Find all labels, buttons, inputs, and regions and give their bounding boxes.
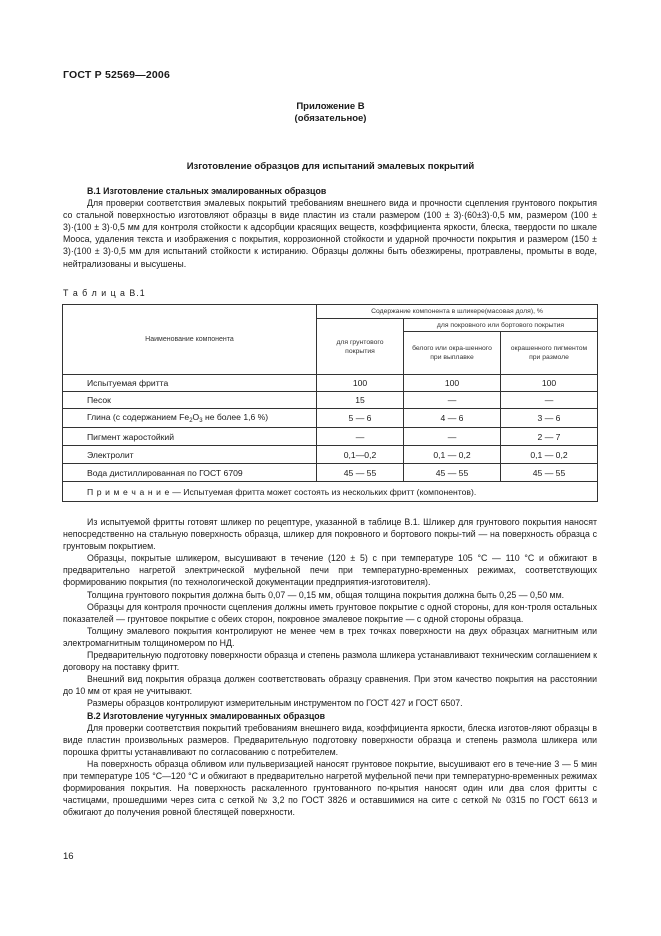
table-row [63,428,598,446]
section-b1-text: Для проверки соответствия эмалевых покрытий требованиям внешнего вида и прочности сцепления грунтового покрытия со стальной поверхностью изготовляют образцы в виде пластин из стали размером (100 ± 3)·(60±3)·0,5 мм, размером (100 ± 3)·(100 ± 3)·0,5 мм для контроля стойкости к адсорбции красящих веществ, коэффициента яркости, блеска, твердости по шкале Мооса, удаления текста и изображения с покрытия, коррозионной стойкости и ударной прочности покрытия и размером (150 ± 3)·(100 ± 3)·0,5 мм для испытаний стойкости к истиранию. Образцы должны быть обезжирены, протравлены, промыты в воде, нейтрализованы и высушены. [63,198,597,269]
paragraph-text: Толщина грунтового покрытия должна быть 0,07 — 0,15 мм, общая толщина покрытия должна быть 0,25 — 0,50 мм. [87,589,565,600]
paragraph-text: На поверхность образца обливом или пульверизацией наносят грунтовое покрытие, высушивают его в тече-ние 3 — 5 мин при температуре 105 °С—120 °С и обжигают в предварительно нагретой муфельной печи при температурно-временных режимах формирования покрытия. На поверхность раскаленного грунтованного по-крытия наносят один или два слоя фритты с частицами, прошедшими через сита с сеткой № 3,2 по ГОСТ 3826 и оставшимися на сите с сеткой № 0315 по ГОСТ 6613 и обжигают до получения ровной блестящей поверхности. [63,758,597,818]
row-name-sub: 3 [199,418,203,424]
appendix-status: (обязательное) [294,113,367,124]
cell-white: 100 [404,375,501,392]
cell-white: 0,1 — 0,2 [404,446,501,464]
cell-white: — [404,392,501,409]
col-header-content: Содержание компонента в шликере(масовая доля), % [317,305,598,319]
table-note-row [63,482,598,502]
section-b1-paragraph [63,197,597,270]
paragraph-text: Толщину эмалевого покрытия контролируют не менее чем в трех точках поверхности на двух образцах магнитным или электромагнитным толщиномером по НД. [63,625,597,648]
col-header-white: белого или окра-шенного при выплавке [404,332,501,375]
document-header: ГОСТ Р 52569—2006 [63,69,171,81]
row-name-part: Глина (с содержанием Fe [87,412,190,422]
appendix-title: Приложение В [296,101,365,112]
table-row [63,446,598,464]
paragraph [63,601,597,625]
paragraph-text: Предварительную подготовку поверхности образца и степень размола шликера устанавливают техническим соглашением к договору на поставку фритт. [63,650,598,673]
table-row [63,392,598,409]
row-name: Испытуемая фритта [63,375,317,392]
cell-ground: — [317,428,404,446]
paragraph-text: Образцы для контроля прочности сцепления должны иметь грунтовое покрытие с одной стороны, для кон-троля остальных показателей — грунтовое покрытие с обеих сторон, покровное эмалевое покрытие — с одной стороны образца. [63,601,597,624]
paragraph [63,552,597,588]
table-note-label: П р и м е ч а н и е [87,486,170,497]
cell-ground: 5 — 6 [317,409,404,428]
col-header-colored: окрашенного пигментом при размоле [501,332,598,375]
paragraph [63,589,597,601]
page-number: 16 [63,851,74,862]
col-header-name: Наименование компонента [63,305,317,375]
row-name: Песок [63,392,317,409]
row-name-part: не более 1,6 %) [202,412,269,422]
paragraph-text: Из испытуемой фритты готовят шликер по рецептуре, указанной в таблице В.1. Шликер для грунтового покрытия наносят непосредственно на стальную поверхность образца, шликер для покровного и бортового покры-тий — на поверхность образца с грунтовым покрытием. [63,517,597,552]
cell-white: 45 — 55 [404,464,501,482]
section-b1 [63,185,597,270]
paragraph-text: Для проверки соответствия покрытий требованиям внешнего вида, коэффициента яркости, блеска изготов-ляют образцы в виде пластин произвольных размеров. Предварительную подготовку поверхности образца и степень размола шликера или порошка фритты устанавливают по согласованию с потребителем. [63,722,597,757]
body-text [63,516,597,818]
cell-colored: 100 [501,375,598,392]
cell-ground: 45 — 55 [317,464,404,482]
cell-colored: — [501,392,598,409]
cell-ground: 15 [317,392,404,409]
paragraph [63,697,597,709]
cell-colored: 45 — 55 [501,464,598,482]
cell-white: 4 — 6 [404,409,501,428]
paragraph [63,673,597,697]
section-b2-heading: В.2 Изготовление чугунных эмалированных образцов [87,710,326,721]
col-header-cover: для покровного или бортового покрытия [404,319,598,332]
table-row [63,375,598,392]
paragraph [63,758,597,818]
paragraph-text: Внешний вид покрытия образца должен соответствовать образцу сравнения. При этом качество покрытия на расстоянии до 10 мм от края не учитывают. [63,674,597,697]
paragraph [63,516,597,552]
row-name-part: O [192,412,200,422]
cell-ground: 100 [317,375,404,392]
section-b1-heading: В.1 Изготовление стальных эмалированных образцов [87,186,327,196]
table-note [63,482,598,502]
col-header-ground: для грунтового покрытия [317,319,404,375]
paragraph [63,649,597,673]
row-name: Вода дистиллированная по ГОСТ 6709 [63,464,317,482]
cell-colored: 3 — 6 [501,409,598,428]
row-name: Пигмент жаростойкий [63,428,317,446]
table-caption: Т а б л и ц а В.1 [63,288,146,298]
paragraph-text: Размеры образцов контролируют измерительным инструментом по ГОСТ 427 и ГОСТ 6507. [87,698,463,709]
paragraph [63,722,597,758]
paragraph [63,625,597,649]
cell-colored: 2 — 7 [501,428,598,446]
row-name [63,409,317,428]
cell-ground: 0,1—0,2 [317,446,404,464]
table-row [63,409,598,428]
main-title: Изготовление образцов для испытаний эмалевых покрытий [186,161,475,172]
paragraph-text: Образцы, покрытые шликером, высушивают в течение (120 ± 5) с при температуре 105 °С — 110 °С и обжигают в предварительно нагретой электрической муфельной печи при температурно-временных режимах, соответствующих формированию покрытия (по технологической документации предприятия-изготовителя). [63,553,597,588]
components-table [62,304,598,502]
cell-colored: 0,1 — 0,2 [501,446,598,464]
row-name: Электролит [63,446,317,464]
table-note-text: — Испытуемая фритта может состоять из нескольких фритт (компонентов). [169,486,477,497]
cell-white: — [404,428,501,446]
table-row [63,464,598,482]
row-name-sub: 2 [189,418,193,424]
